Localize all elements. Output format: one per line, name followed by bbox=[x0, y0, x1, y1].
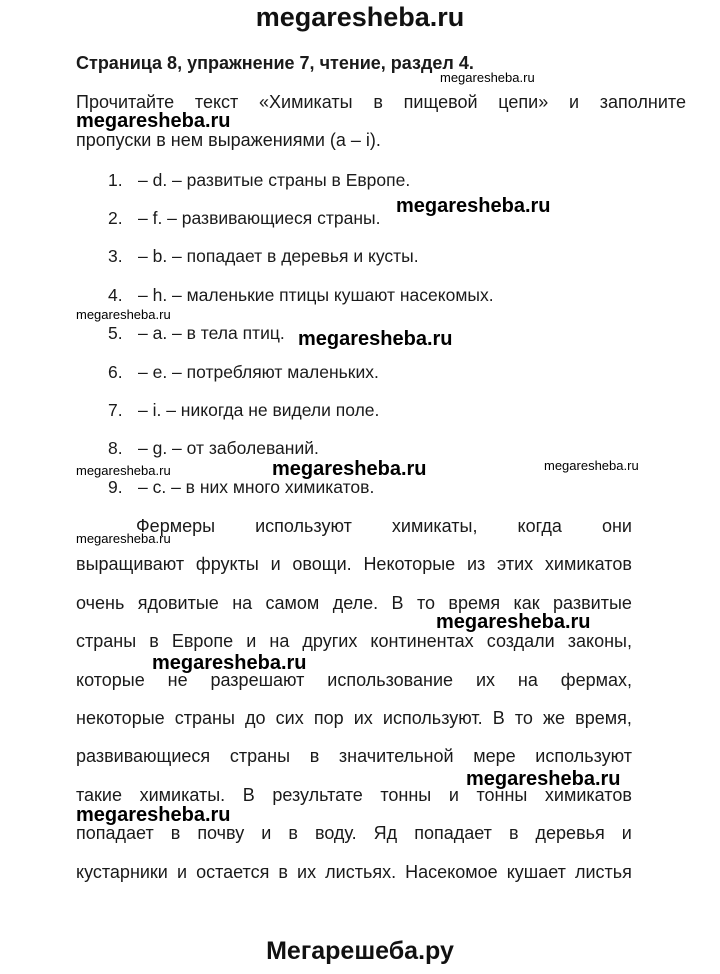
word: использование bbox=[327, 670, 454, 690]
answer-number: 1. bbox=[108, 170, 123, 190]
watermark: megaresheba.ru bbox=[76, 531, 171, 546]
word: до bbox=[245, 708, 266, 728]
answer-number: 3. bbox=[108, 246, 123, 266]
word: химикаты, bbox=[391, 516, 478, 536]
word: в bbox=[170, 823, 181, 843]
word: и bbox=[261, 823, 272, 843]
word: на bbox=[232, 593, 253, 613]
word: континентах bbox=[370, 631, 474, 651]
word: в bbox=[373, 92, 383, 112]
word: почву bbox=[197, 823, 245, 843]
word: и bbox=[621, 823, 632, 843]
answer-item-1 bbox=[108, 170, 410, 191]
answer-number: 9. bbox=[108, 477, 123, 497]
word: разрешают bbox=[210, 670, 305, 690]
word: значительной bbox=[338, 746, 454, 766]
word: то bbox=[514, 708, 533, 728]
watermark: megaresheba.ru bbox=[396, 195, 551, 217]
word: химикатов bbox=[544, 554, 632, 574]
site-footer: Мегарешеба.ру bbox=[266, 937, 454, 965]
word: тонны bbox=[476, 785, 528, 805]
answer-text: – h. – маленькие птицы кушают насекомых. bbox=[138, 285, 494, 305]
word: В bbox=[242, 785, 255, 805]
watermark: megaresheba.ru bbox=[436, 611, 591, 633]
word: страны bbox=[76, 631, 137, 651]
word: страны bbox=[174, 708, 235, 728]
word: развитые bbox=[553, 593, 632, 613]
word: выращивают bbox=[76, 554, 185, 574]
paragraph-line-6 bbox=[76, 708, 632, 729]
word: мере bbox=[473, 746, 516, 766]
word: пищевой bbox=[403, 92, 478, 112]
word: когда bbox=[517, 516, 562, 536]
word: в bbox=[508, 823, 519, 843]
site-header: megaresheba.ru bbox=[255, 2, 465, 32]
word: пор bbox=[313, 708, 344, 728]
paragraph-line-10 bbox=[76, 862, 632, 883]
word: развивающиеся bbox=[76, 746, 211, 766]
word: овощи. bbox=[292, 554, 352, 574]
watermark: megaresheba.ru bbox=[466, 768, 621, 790]
answer-text: – b. – попадает в деревья и кусты. bbox=[138, 246, 419, 266]
word: которые bbox=[76, 670, 145, 690]
word: Европе bbox=[171, 631, 234, 651]
exercise-title: Страница 8, упражнение 7, чтение, раздел 4. bbox=[76, 53, 474, 73]
word: результате bbox=[272, 785, 363, 805]
word: они bbox=[601, 516, 632, 536]
answer-number: 4. bbox=[108, 285, 123, 305]
answer-text: – a. – в тела птиц. bbox=[138, 323, 285, 343]
word: тонны bbox=[380, 785, 432, 805]
word: Фермеры bbox=[136, 516, 216, 536]
word: используют. bbox=[382, 708, 483, 728]
word: используют bbox=[535, 746, 632, 766]
word: то bbox=[416, 593, 435, 613]
word: фермах, bbox=[560, 670, 632, 690]
word: законы, bbox=[567, 631, 632, 651]
answer-number: 8. bbox=[108, 438, 123, 458]
answer-text: – f. – развивающиеся страны. bbox=[138, 208, 381, 228]
watermark: megaresheba.ru bbox=[76, 307, 171, 322]
answer-number: 7. bbox=[108, 400, 123, 420]
word: и bbox=[270, 554, 281, 574]
word: Насекомое bbox=[405, 862, 498, 882]
paragraph-line-1 bbox=[136, 516, 632, 537]
word: в bbox=[309, 746, 320, 766]
word: фрукты bbox=[195, 554, 259, 574]
word: некоторые bbox=[76, 708, 165, 728]
word: текст bbox=[194, 92, 239, 112]
word: и bbox=[176, 862, 187, 882]
answer-text: – i. – никогда не видели поле. bbox=[138, 400, 380, 420]
word: создали bbox=[486, 631, 555, 651]
paragraph-line-7 bbox=[76, 746, 632, 767]
word: деревья bbox=[535, 823, 605, 843]
word: «Химикаты bbox=[259, 92, 353, 112]
word: химикаты. bbox=[139, 785, 226, 805]
word: заполните bbox=[599, 92, 686, 112]
word: воду. bbox=[314, 823, 357, 843]
paragraph-line-4 bbox=[76, 631, 632, 652]
word: кустарники bbox=[76, 862, 168, 882]
word: В bbox=[391, 593, 404, 613]
word: в bbox=[278, 862, 288, 882]
word: как bbox=[513, 593, 540, 613]
word: кушает bbox=[506, 862, 566, 882]
answer-number: 6. bbox=[108, 362, 123, 382]
watermark: megaresheba.ru bbox=[544, 458, 639, 473]
answer-text: – c. – в них много химикатов. bbox=[138, 477, 375, 497]
watermark: megaresheba.ru bbox=[76, 804, 231, 826]
word: время bbox=[448, 593, 501, 613]
answer-number: 5. bbox=[108, 323, 123, 343]
word: же bbox=[543, 708, 566, 728]
word: и bbox=[246, 631, 257, 651]
word: их bbox=[297, 862, 317, 882]
word: попадает bbox=[414, 823, 492, 843]
word: на bbox=[269, 631, 290, 651]
word: их bbox=[353, 708, 373, 728]
word: Некоторые bbox=[363, 554, 456, 574]
word: химикатов bbox=[544, 785, 632, 805]
word: не bbox=[167, 670, 188, 690]
watermark: megaresheba.ru bbox=[440, 70, 535, 85]
watermark: megaresheba.ru bbox=[76, 110, 231, 132]
word: других bbox=[302, 631, 358, 651]
word: самом bbox=[265, 593, 320, 613]
answer-item-5 bbox=[108, 323, 285, 344]
word: сих bbox=[275, 708, 304, 728]
answer-item-4 bbox=[108, 285, 494, 306]
word: очень bbox=[76, 593, 125, 613]
watermark: megaresheba.ru bbox=[272, 458, 427, 480]
word: этих bbox=[497, 554, 534, 574]
word: В bbox=[492, 708, 505, 728]
word: в bbox=[288, 823, 298, 843]
watermark: megaresheba.ru bbox=[298, 328, 453, 350]
word: остается bbox=[196, 862, 270, 882]
word: Прочитайте bbox=[76, 92, 175, 112]
answer-item-2 bbox=[108, 208, 380, 229]
word: в bbox=[149, 631, 159, 651]
word: такие bbox=[76, 785, 122, 805]
watermark: megaresheba.ru bbox=[152, 652, 307, 674]
word: ядовитые bbox=[137, 593, 219, 613]
paragraph-line-2 bbox=[76, 554, 632, 575]
word: листья bbox=[574, 862, 632, 882]
word: на bbox=[517, 670, 538, 690]
answer-item-7 bbox=[108, 400, 379, 421]
word: попадает bbox=[76, 823, 154, 843]
answer-item-3 bbox=[108, 246, 419, 267]
answer-text: – e. – потребляют маленьких. bbox=[138, 362, 379, 382]
word: цепи» bbox=[498, 92, 549, 112]
word: время, bbox=[575, 708, 632, 728]
answer-number: 2. bbox=[108, 208, 123, 228]
answer-item-6 bbox=[108, 362, 379, 383]
word: листьях. bbox=[325, 862, 397, 882]
word: и bbox=[448, 785, 459, 805]
word: и bbox=[568, 92, 580, 112]
word: используют bbox=[255, 516, 352, 536]
word: их bbox=[475, 670, 496, 690]
intro-line-2: пропуски в нем выражениями (a – i). bbox=[76, 130, 381, 150]
answer-text: – g. – от заболеваний. bbox=[138, 438, 319, 458]
answer-text: – d. – развитые страны в Европе. bbox=[138, 170, 411, 190]
answer-item-8 bbox=[108, 438, 319, 459]
word: деле. bbox=[332, 593, 379, 613]
watermark: megaresheba.ru bbox=[76, 463, 171, 478]
word: из bbox=[466, 554, 486, 574]
word: страны bbox=[229, 746, 291, 766]
word: Яд bbox=[373, 823, 398, 843]
